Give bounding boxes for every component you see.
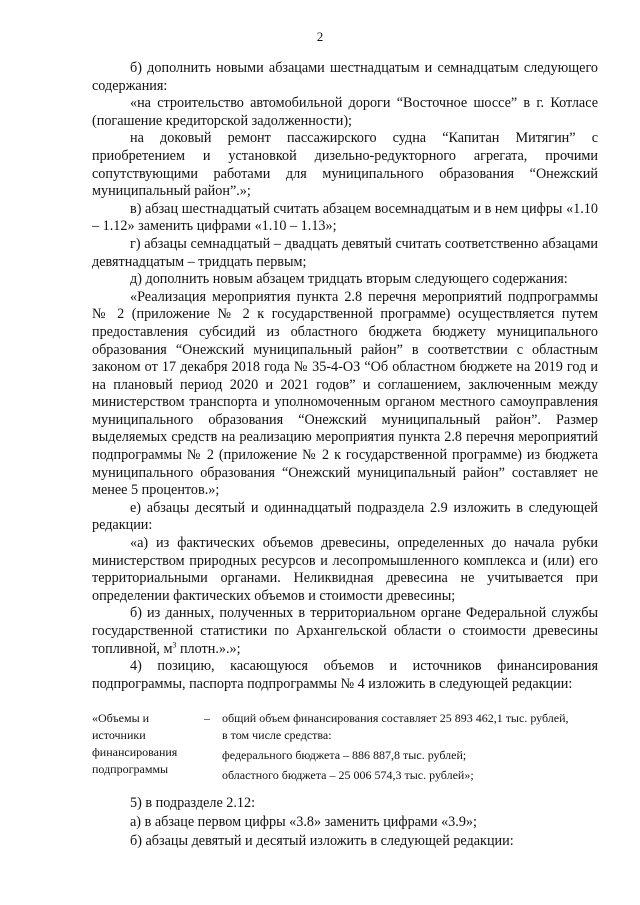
- paragraph-g-renumber: г) абзацы семнадцатый – двадцать девятый считать соответственно абзацами девятнадцатым – тридцать первым;: [92, 235, 598, 270]
- tail-item-5: 5) в подразделе 2.12:: [130, 795, 256, 811]
- paragraph-b-statistics: [92, 605, 598, 658]
- passport-dash: –: [204, 711, 210, 725]
- paragraph-d-add: д) дополнить новым абзацем тридцать вторым следующего содержания:: [130, 271, 568, 288]
- paragraph-b-add-paragraphs: б) дополнить новыми абзацами шестнадцатым и семнадцатым следующего содержания:: [92, 60, 598, 94]
- passport-including: в том числе средства:: [222, 728, 332, 742]
- paragraph-v-renumber: в) абзац шестнадцатый считать абзацем восемнадцатым и в нем цифры «1.10 – 1.12» заменить цифрами «1.10 – 1.13»;: [92, 200, 598, 235]
- paragraph-e-subsection: е) абзацы десятый и одиннадцатый подраздела 2.9 изложить в следующей редакции:: [92, 499, 598, 534]
- paragraph-implementation: «Реализация мероприятия пункта 2.8 перечня мероприятий подпрограммы № 2 (приложение № 2 к государственной программе) осуществляется путем предоставления субсидий из областного бюджета бюджету муниципального образования “Онежский муниципальный район” в соответствии с областным законом от 17 декабря 2018 года № 35-4-ОЗ “Об областном бюджете на 2019 год и на плановый период 2020 и 2021 годов” и соглашением, заключенным между министерством транспорта и уполномоченным органом местного самоуправления муниципального образования “Онежский муниципальный район”. Размер выделяемых средств на реализацию мероприятия пункта 2.8 перечня мероприятий подпрограммы № 2 (приложение № 2 к государственной программе) из бюджета муниципального образования “Онежский муниципальный район” составляет не менее 5 процентов.»;: [92, 288, 598, 499]
- tail-item-a: а) в абзаце первом цифры «3.8» заменить цифрами «3.9»;: [130, 814, 477, 830]
- passport-regional: областного бюджета – 25 006 574,3 тыс. рублей»;: [222, 768, 474, 782]
- paragraph-kotlas-road: «на строительство автомобильной дороги “Восточное шоссе” в г. Котласе (погашение кредиторской задолженности);: [92, 95, 598, 129]
- page-number: 2: [316, 29, 324, 44]
- passport-federal: федерального бюджета – 886 887,8 тыс. рублей;: [222, 748, 467, 762]
- tail-item-b: б) абзацы девятый и десятый изложить в следующей редакции:: [130, 833, 514, 849]
- statistics-text: б) из данных, полученных в территориальном органе Федеральной службы государственной статистики по Архангельской области о стоимости древесины топливной, м: [92, 605, 598, 657]
- document-body: [92, 60, 598, 693]
- paragraph-4-passport: 4) позицию, касающуюся объемов и источников финансирования подпрограммы, паспорта подпрограммы № 4 изложить в следующей редакции:: [92, 658, 598, 692]
- passport-values: [222, 710, 602, 784]
- statistics-text-end: плотн.».»;: [176, 640, 241, 657]
- paragraph-a-timber-volumes: «а) из фактических объемов древесины, определенных до начала рубки министерством природных ресурсов и лесопромышленного комплекса и (или) его территориальными органами. Неликвидная древесина не учитывается при определении фактических объемов и стоимости древесины;: [92, 535, 598, 604]
- cubic-superscript: 3: [172, 639, 177, 649]
- tail-section: [92, 794, 598, 851]
- paragraph-dock-repair: на доковый ремонт пассажирского судна “Капитан Митягин” с приобретением и установкой дизельно-редукторного агрегата, прочими сопутствующими работами для муниципального образования “Онежский муниципальный район”.»;: [92, 130, 598, 200]
- passport-label: «Объемы и источники финансирования подпрограммы: [92, 711, 178, 776]
- passport-total: общий объем финансирования составляет 25 893 462,1 тыс. рублей,: [222, 711, 569, 725]
